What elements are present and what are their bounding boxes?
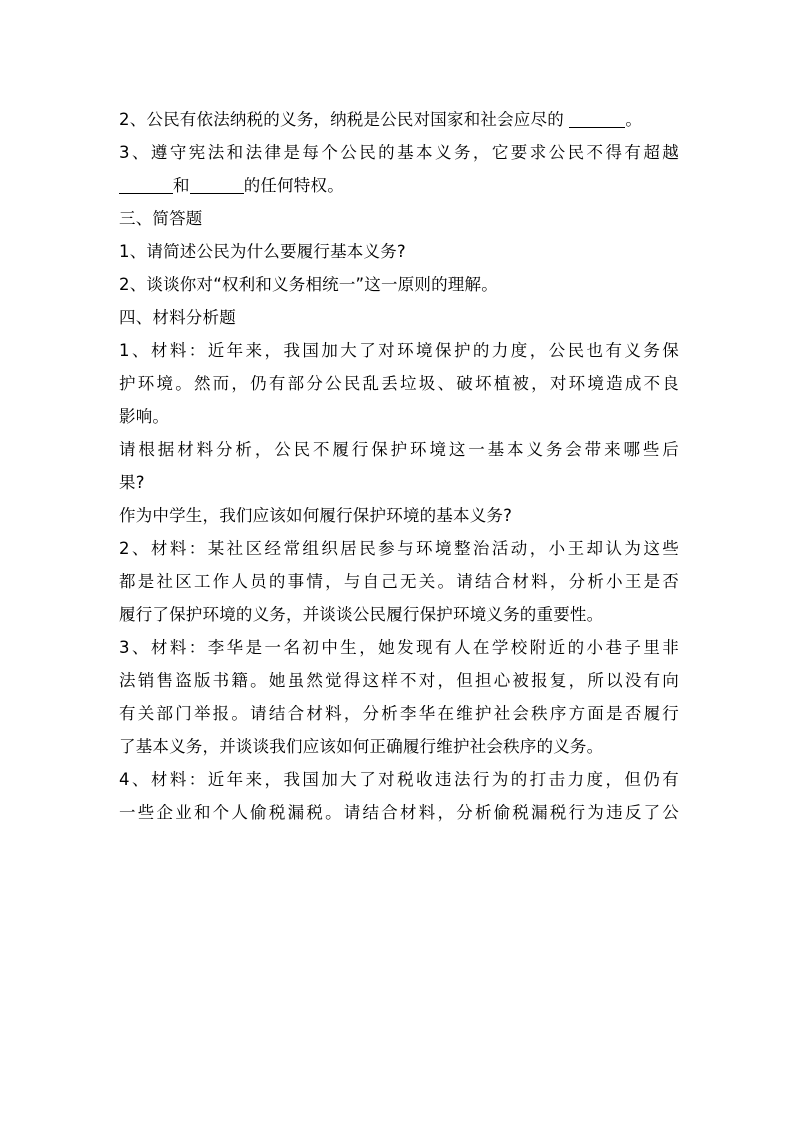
answer-blank [119,175,173,194]
material-3-line-3: 有关部门举报。请结合材料，分析李华在维护社会秩序方面是否履行 [119,704,679,723]
material-4-line-1: 4、材料：近年来，我国加大了对税收违法行为的打击力度，但仍有 [119,770,679,789]
fill-question-3-line-1: 3、遵守宪法和法律是每个公民的基本义务，它要求公民不得有超越 [119,143,679,162]
material-1-question-1-line-2: 果? [119,473,145,492]
material-2-line-3: 履行了保护环境的义务，并谈谈公民履行保护环境义务的重要性。 [119,605,604,624]
material-2-line-1: 2、材料：某社区经常组织居民参与环境整治活动，小王却认为这些 [119,539,679,558]
material-3-line-2: 法销售盗版书籍。她虽然觉得这样不对，但担心被报复，所以没有向 [119,671,679,690]
material-1-line-2: 护环境。然而，仍有部分公民乱丢垃圾、破坏植被，对环境造成不良 [119,374,679,393]
material-1-line-3: 影响。 [119,407,170,426]
short-answer-question-2: 2、谈谈你对“权利和义务相统一”这一原则的理解。 [119,275,498,294]
fill-question-3-mid: 和 [173,176,190,195]
material-1-question-2: 作为中学生，我们应该如何履行保护环境的基本义务? [119,506,513,525]
section-3-heading: 三、简答题 [119,209,203,228]
section-4-heading: 四、材料分析题 [119,308,236,327]
fill-question-3-end: 的任何特权。 [243,176,344,195]
answer-blank [569,109,625,128]
material-1-line-1: 1、材料：近年来，我国加大了对环境保护的力度，公民也有义务保 [119,341,679,360]
material-2-line-2: 都是社区工作人员的事情，与自己无关。请结合材料，分析小王是否 [119,572,679,591]
fill-question-2 [119,103,679,136]
material-3-line-1: 3、材料：李华是一名初中生，她发现有人在学校附近的小巷子里非 [119,638,679,657]
material-3-line-4: 了基本义务，并谈谈我们应该如何正确履行维护社会秩序的义务。 [119,737,604,756]
fill-question-2-text: 2、公民有依法纳税的义务，纳税是公民对国家和社会应尽的 [119,110,564,129]
fill-question-2-end: 。 [625,110,643,129]
material-1-question-1-line-1: 请根据材料分析，公民不履行保护环境这一基本义务会带来哪些后 [119,440,679,459]
answer-blank [190,175,244,194]
document-page [119,103,679,829]
fill-question-3-line-2 [119,169,679,202]
material-4-line-2: 一些企业和个人偷税漏税。请结合材料，分析偷税漏税行为违反了公 [119,803,679,822]
short-answer-question-1: 1、请简述公民为什么要履行基本义务? [119,242,406,261]
